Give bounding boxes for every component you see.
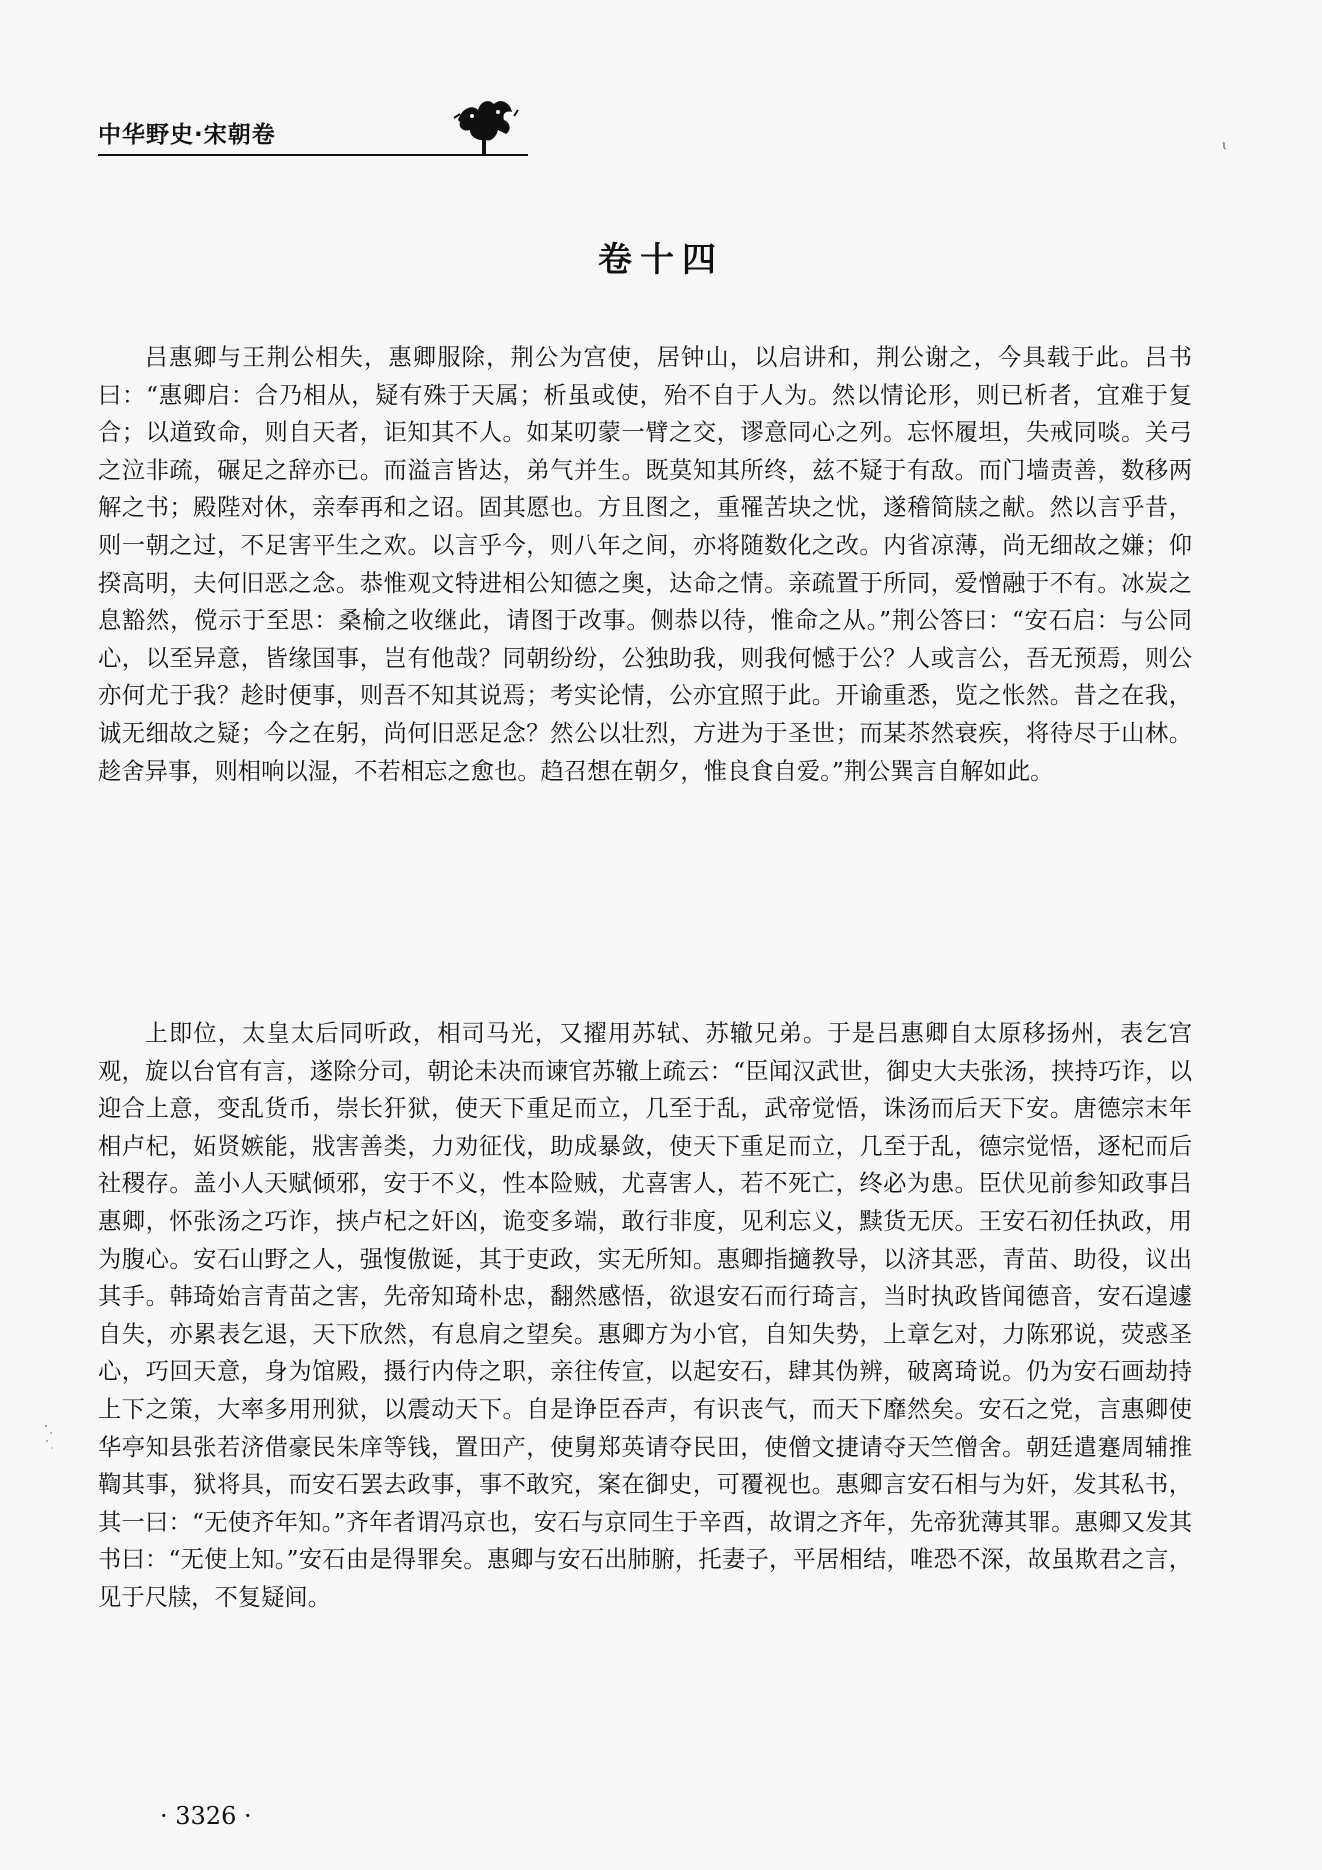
dragon-emblem-icon — [450, 90, 520, 160]
series-title: 中华野史·宋朝卷 — [98, 122, 276, 148]
chapter-title: 卷十四 — [598, 240, 724, 280]
running-header — [98, 90, 538, 160]
header-rule — [98, 154, 528, 156]
body-paragraph: 上即位，太皇太后同听政，相司马光，又擢用苏轼、苏辙兄弟。于是吕惠卿自太原移扬州，表乞宫观，旋以台官有言，遂除分司，朝论未决而谏官苏辙上疏云：“臣闻汉武世，御史大夫张汤，挟持巧诈，以迎合上意，变乱货币，崇长犴狱，使天下重足而立，几至于乱，武帝觉悟，诛汤而后天下安。唐德宗末年相卢杞，妬贤嫉能，戕害善类，力劝征伐，助成暴敛，使天下重足而立，几至于乱，德宗觉悟，逐杞而后社稷存。盖小人天赋倾邪，安于不义，性本险贼，尤喜害人，若不死亡，终必为患。臣伏见前参知政事吕惠卿，怀张汤之巧诈，挟卢杞之奸凶，诡变多端，敢行非度，见利忘义，黩货无厌。王安石初任执政，用为腹心。安石山野之人，强愎傲诞，其于吏政，实无所知。惠卿指擿教导，以济其恶，青苗、助役，议出其手。韩琦始言青苗之害，先帝知琦朴忠，翻然感悟，欲退安石而行琦言，当时执政皆闻德音，安石遑遽自失，亦累表乞退，天下欣然，有息肩之望矣。惠卿方为小官，自知失势，上章乞对，力陈邪说，荧惑圣心，巧回天意，身为馆殿，摄行内侍之职，亲往传宣，以起安石，肆其伪辨，破离琦说。仍为安石画劫持上下之策，大率多用刑狱，以震动天下。自是诤臣吞声，有识丧气，而天下靡然矣。安石之党，言惠卿使华亭知县张若济借豪民朱庠等钱，置田产，使舅郑英请夺民田，使僧文捷请夺天竺僧舍。朝廷遣蹇周辅推鞫其事，狱将具，而安石罢去政事，事不敢究，案在御史，可覆视也。惠卿言安石相与为奸，发其私书，其一曰：“无使齐年知。”齐年者谓冯京也，安石与京同生于辛酉，故谓之齐年，先帝犹薄其罪。惠卿又发其书曰：“无使上知。”安石由是得罪矣。惠卿与安石出肺腑，托妻子，平居相结，唯恐不深，故虽欺君之言，见于尺牍，不复疑间。 — [98, 1020, 1192, 1611]
scan-speck — [42, 1422, 56, 1452]
corner-mark: ι — [1222, 138, 1227, 152]
page-number: · 3326 · — [160, 1802, 252, 1830]
body-paragraph: 吕惠卿与王荆公相失，惠卿服除，荆公为宫使，居钟山，以启讲和，荆公谢之，今具载于此。吕书曰：“惠卿启：合乃相从，疑有殊于天属；析虽或使，殆不自于人为。然以情论形，则已析者，宜难于复合；以道致命，则自天者，讵知其不人。如某叨蒙一臂之交，谬意同心之列。忘怀履坦，失戒同啖。关弓之泣非疏，碾足之辞亦已。而溢言皆达，弟气并生。既莫知其所终，兹不疑于有敌。而门墙责善，数移两解之书；殿陛对休，亲奉再和之诏。固其愿也。方且图之，重罹苦块之忧，遂稽简牍之献。然以言乎昔，则一朝之过，不足害平生之欢。以言乎今，则八年之间，亦将随数化之改。内省凉薄，尚无细故之嫌；仰揆高明，夫何旧恶之念。恭惟观文特进相公知德之奥，达命之情。亲疏置于所同，爱憎融于不有。冰炭之息豁然，傥示于至思：桑榆之收继此，请图于改事。侧恭以待，惟命之从。”荆公答曰：“安石启：与公同心，以至异意，皆缘国事，岂有他哉？同朝纷纷，公独助我，则我何憾于公？人或言公，吾无预焉，则公亦何尤于我？趁时便事，则吾不知其说焉；考实论情，公亦宜照于此。开谕重悉，览之怅然。昔之在我，诚无细故之疑；今之在躬，尚何旧恶足念？然公以壮烈，方进为于圣世；而某苶然衰疾，将待尽于山林。趁舍异事，则相响以湿，不若相忘之愈也。趋召想在朝夕，惟良食自爱。”荆公巽言自解如此。 — [98, 344, 1192, 785]
